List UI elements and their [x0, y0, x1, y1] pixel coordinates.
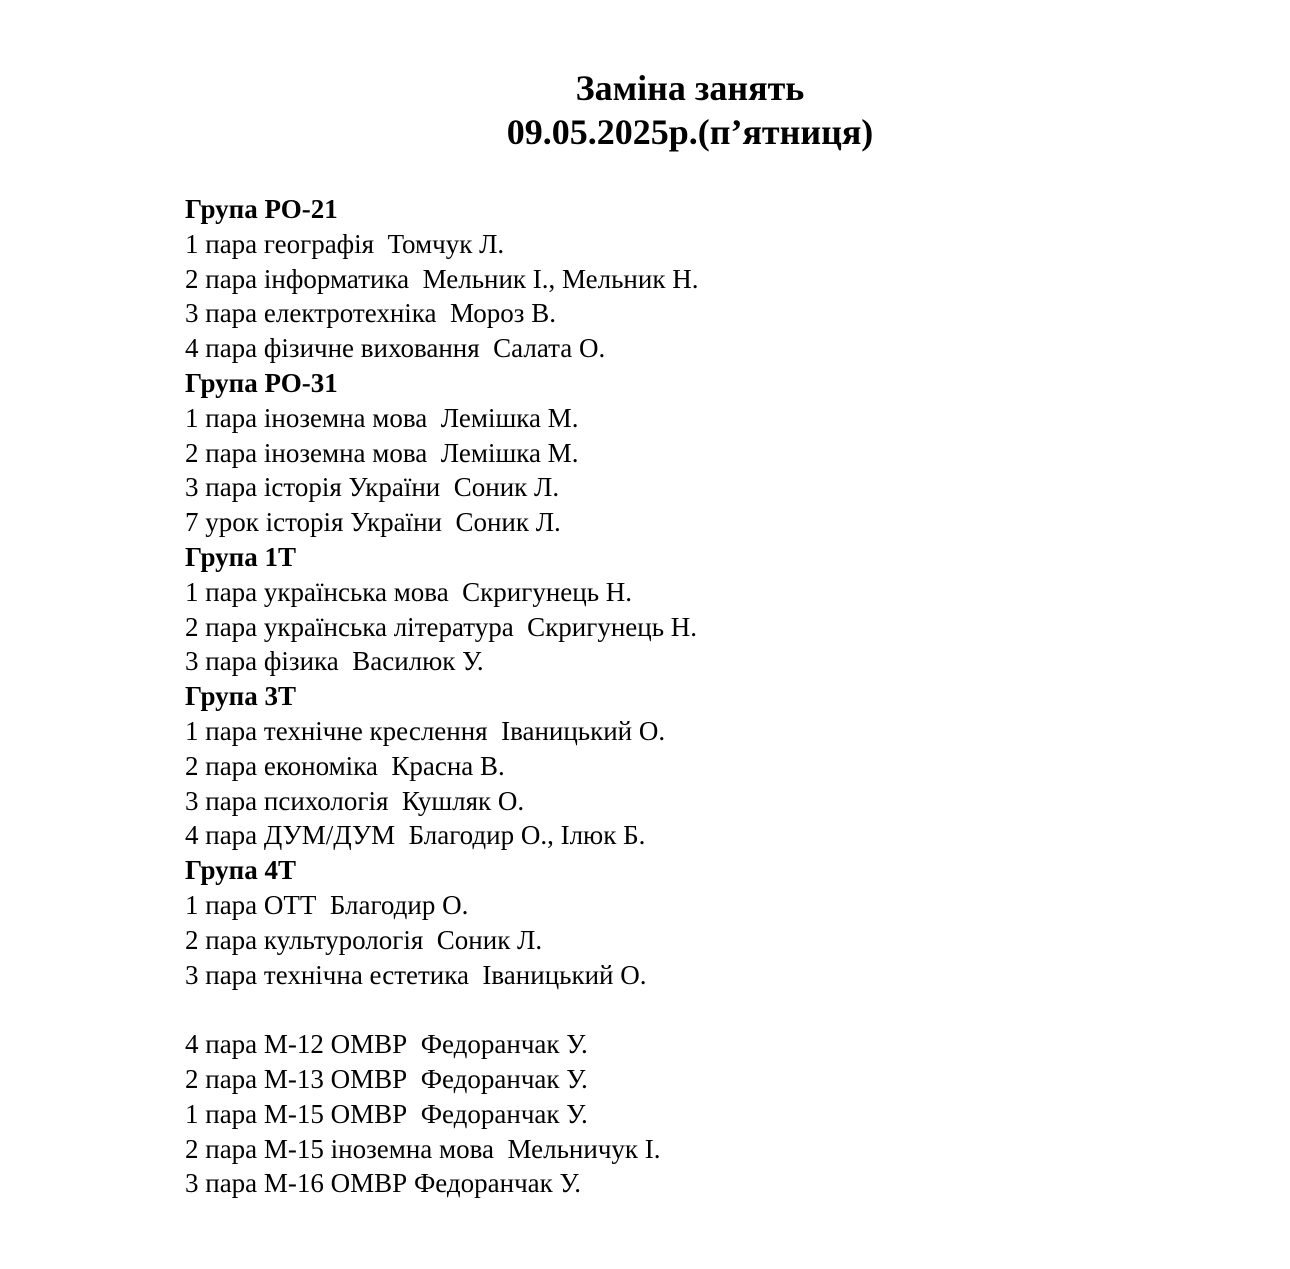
group-3t	[185, 679, 698, 853]
lesson-line: 1 пара українська мова Скригунець Н.	[185, 576, 633, 607]
document-title	[0, 66, 1290, 154]
lesson-line: 3 пара електротехніка Мороз В.	[185, 298, 556, 329]
title-line-2-date: 09.05.2025р.(п’ятниця)	[506, 112, 874, 152]
lesson-line: 3 пара технічна естетика Іваницький О.	[185, 959, 647, 990]
extra-lesson-line: 2 пара М-13 ОМВР Федоранчак У.	[185, 1063, 588, 1094]
lesson-line: 3 пара історія України Соник Л.	[185, 472, 560, 503]
group-ro-21	[185, 192, 698, 366]
lesson-line: 1 пара ОТТ Благодир О.	[185, 889, 469, 920]
extra-lesson-line: 3 пара М-16 ОМВР Федоранчак У.	[185, 1168, 581, 1199]
lesson-line: 1 пара технічне креслення Іваницький О.	[185, 715, 666, 746]
lesson-line: 2 пара культурологія Соник Л.	[185, 924, 543, 955]
extra-lesson-line: 4 пара М-12 ОМВР Федоранчак У.	[185, 1029, 588, 1060]
lesson-line: 4 пара фізичне виховання Салата О.	[185, 333, 606, 364]
extra-lesson-line: 1 пара М-15 ОМВР Федоранчак У.	[185, 1098, 588, 1129]
group-heading: Група 3Т	[185, 681, 296, 712]
extra-lessons	[185, 1027, 698, 1201]
lesson-line: 2 пара іноземна мова Лемішка М.	[185, 437, 579, 468]
title-line-1: Заміна занять	[575, 68, 805, 108]
group-heading: Група РО-21	[185, 194, 338, 224]
group-heading: Група РО-31	[185, 367, 338, 398]
group-1t	[185, 540, 698, 679]
lesson-line: 1 пара географія Томчук Л.	[185, 228, 505, 259]
lesson-line: 2 пара українська література Скригунець Н.	[185, 611, 698, 642]
extra-lesson-line: 2 пара М-15 іноземна мова Мельничук І.	[185, 1133, 661, 1164]
group-heading: Група 4Т	[185, 855, 296, 886]
group-heading: Група 1Т	[185, 541, 296, 572]
lesson-line: 4 пара ДУМ/ДУМ Благодир О., Ілюк Б.	[185, 820, 646, 851]
lesson-line: 3 пара фізика Василюк У.	[185, 646, 484, 677]
spacer	[185, 992, 698, 1027]
lesson-line: 1 пара іноземна мова Лемішка М.	[185, 402, 579, 433]
lesson-line: 7 урок історія України Соник Л.	[185, 507, 561, 538]
lesson-line: 3 пара психологія Кушляк О.	[185, 785, 525, 816]
schedule-content	[185, 192, 698, 1201]
lesson-line: 2 пара інформатика Мельник І., Мельник Н.	[185, 263, 699, 294]
group-4t	[185, 853, 698, 992]
lesson-line: 2 пара економіка Красна В.	[185, 750, 505, 781]
group-ro-31	[185, 366, 698, 540]
